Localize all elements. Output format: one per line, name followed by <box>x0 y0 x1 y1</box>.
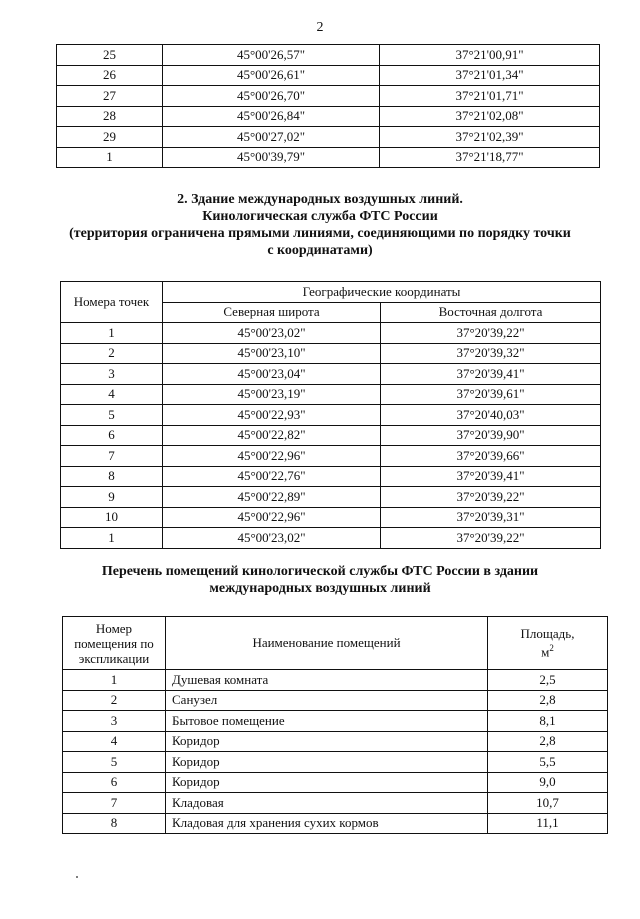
header-room-number <box>63 617 166 670</box>
header-latitude: Северная широта <box>163 302 381 323</box>
latitude-cell: 45°00'23,02" <box>163 528 381 549</box>
table-row <box>63 731 608 752</box>
longitude-cell: 37°21'18,77" <box>380 147 600 168</box>
room-number-cell: 5 <box>63 752 166 773</box>
header-geo-coordinates: Географические координаты <box>163 282 601 303</box>
table-row <box>63 813 608 834</box>
table-row <box>61 384 601 405</box>
table-row <box>57 45 600 66</box>
table-row <box>57 106 600 127</box>
longitude-cell: 37°21'02,08" <box>380 106 600 127</box>
table-row <box>61 507 601 528</box>
latitude-cell: 45°00'22,96" <box>163 507 381 528</box>
point-number-cell: 5 <box>61 405 163 426</box>
room-number-cell: 8 <box>63 813 166 834</box>
room-number-cell: 3 <box>63 711 166 732</box>
header-area-label: Площадь, <box>520 626 575 642</box>
latitude-cell: 45°00'26,61" <box>163 65 380 86</box>
longitude-cell: 37°20'40,03" <box>381 405 601 426</box>
room-area-cell: 5,5 <box>488 752 608 773</box>
room-area-cell: 2,8 <box>488 731 608 752</box>
longitude-cell: 37°21'02,39" <box>380 127 600 148</box>
room-name-cell: Бытовое помещение <box>166 711 488 732</box>
section-2-heading-line: (территория ограничена прямыми линиями, соединяющими по порядку точки <box>69 226 571 241</box>
table-row <box>61 487 601 508</box>
longitude-cell: 37°20'39,61" <box>381 384 601 405</box>
area-unit: м <box>541 644 550 660</box>
table-row <box>63 772 608 793</box>
table-row <box>63 670 608 691</box>
point-number-cell: 10 <box>61 507 163 528</box>
longitude-cell: 37°20'39,32" <box>381 343 601 364</box>
rooms-table <box>62 616 608 834</box>
point-number-cell: 9 <box>61 487 163 508</box>
section-2-heading-line: с координатами) <box>267 243 373 258</box>
room-name-cell: Коридор <box>166 752 488 773</box>
section-2-heading-line: Кинологическая служба ФТС России <box>202 209 438 224</box>
table-row <box>61 343 601 364</box>
header-room-number-line: Номер <box>95 620 133 636</box>
coordinates-table-cynology <box>60 281 601 549</box>
latitude-cell: 45°00'39,79" <box>163 147 380 168</box>
latitude-cell: 45°00'26,70" <box>163 86 380 107</box>
point-number-cell: 26 <box>57 65 163 86</box>
room-area-cell: 10,7 <box>488 793 608 814</box>
area-unit-exponent: 2 <box>549 643 554 654</box>
longitude-cell: 37°21'00,91" <box>380 45 600 66</box>
table-row <box>61 446 601 467</box>
section-3-heading-line: Перечень помещений кинологической службы ФТС России в здании <box>101 564 539 579</box>
latitude-cell: 45°00'23,10" <box>163 343 381 364</box>
table-row <box>61 405 601 426</box>
room-area-cell: 8,1 <box>488 711 608 732</box>
latitude-cell: 45°00'23,04" <box>163 364 381 385</box>
latitude-cell: 45°00'22,93" <box>163 405 381 426</box>
section-3-heading-line: международных воздушных линий <box>209 581 431 596</box>
latitude-cell: 45°00'22,76" <box>163 466 381 487</box>
table-row <box>63 752 608 773</box>
point-number-cell: 3 <box>61 364 163 385</box>
header-points: Номера точек <box>61 282 163 323</box>
latitude-cell: 45°00'22,82" <box>163 425 381 446</box>
point-number-cell: 28 <box>57 106 163 127</box>
header-longitude: Восточная долгота <box>381 302 601 323</box>
room-name-cell: Коридор <box>166 772 488 793</box>
longitude-cell: 37°20'39,41" <box>381 364 601 385</box>
table-row <box>63 690 608 711</box>
table-row <box>63 793 608 814</box>
room-name-cell: Душевая комната <box>166 670 488 691</box>
table-row <box>61 528 601 549</box>
table-row <box>57 65 600 86</box>
room-number-cell: 1 <box>63 670 166 691</box>
point-number-cell: 25 <box>57 45 163 66</box>
table-row <box>61 364 601 385</box>
point-number-cell: 1 <box>61 323 163 344</box>
table-row <box>57 147 600 168</box>
room-name-cell: Кладовая <box>166 793 488 814</box>
point-number-cell: 2 <box>61 343 163 364</box>
point-number-cell: 6 <box>61 425 163 446</box>
table-row <box>63 711 608 732</box>
table-row <box>57 86 600 107</box>
header-room-name: Наименование помещений <box>166 617 488 670</box>
latitude-cell: 45°00'22,89" <box>163 487 381 508</box>
point-number-cell: 1 <box>57 147 163 168</box>
latitude-cell: 45°00'23,02" <box>163 323 381 344</box>
latitude-cell: 45°00'22,96" <box>163 446 381 467</box>
table-row <box>61 425 601 446</box>
room-number-cell: 6 <box>63 772 166 793</box>
longitude-cell: 37°20'39,90" <box>381 425 601 446</box>
header-room-number-line: экспликации <box>78 650 150 666</box>
header-area <box>488 617 608 670</box>
longitude-cell: 37°20'39,66" <box>381 446 601 467</box>
header-room-number-line: помещения по <box>74 635 154 651</box>
latitude-cell: 45°00'26,57" <box>163 45 380 66</box>
room-number-cell: 7 <box>63 793 166 814</box>
room-area-cell: 11,1 <box>488 813 608 834</box>
room-number-cell: 2 <box>63 690 166 711</box>
room-number-cell: 4 <box>63 731 166 752</box>
room-area-cell: 9,0 <box>488 772 608 793</box>
table-row <box>57 127 600 148</box>
latitude-cell: 45°00'27,02" <box>163 127 380 148</box>
longitude-cell: 37°20'39,31" <box>381 507 601 528</box>
section-2-heading <box>0 191 640 259</box>
room-name-cell: Санузел <box>166 690 488 711</box>
table-row <box>61 323 601 344</box>
room-area-cell: 2,5 <box>488 670 608 691</box>
longitude-cell: 37°20'39,22" <box>381 528 601 549</box>
coordinates-table-continued <box>56 44 600 168</box>
table-row <box>61 466 601 487</box>
latitude-cell: 45°00'26,84" <box>163 106 380 127</box>
point-number-cell: 4 <box>61 384 163 405</box>
longitude-cell: 37°21'01,71" <box>380 86 600 107</box>
longitude-cell: 37°21'01,34" <box>380 65 600 86</box>
room-name-cell: Коридор <box>166 731 488 752</box>
longitude-cell: 37°20'39,22" <box>381 323 601 344</box>
room-area-cell: 2,8 <box>488 690 608 711</box>
point-number-cell: 27 <box>57 86 163 107</box>
point-number-cell: 1 <box>61 528 163 549</box>
point-number-cell: 29 <box>57 127 163 148</box>
longitude-cell: 37°20'39,41" <box>381 466 601 487</box>
longitude-cell: 37°20'39,22" <box>381 487 601 508</box>
section-2-heading-line: 2. Здание международных воздушных линий. <box>177 192 463 207</box>
point-number-cell: 8 <box>61 466 163 487</box>
section-3-heading <box>0 563 640 597</box>
header-area-unit <box>488 641 607 659</box>
latitude-cell: 45°00'23,19" <box>163 384 381 405</box>
point-number-cell: 7 <box>61 446 163 467</box>
page-number: 2 <box>316 20 324 35</box>
scan-speck <box>76 876 78 878</box>
room-name-cell: Кладовая для хранения сухих кормов <box>166 813 488 834</box>
